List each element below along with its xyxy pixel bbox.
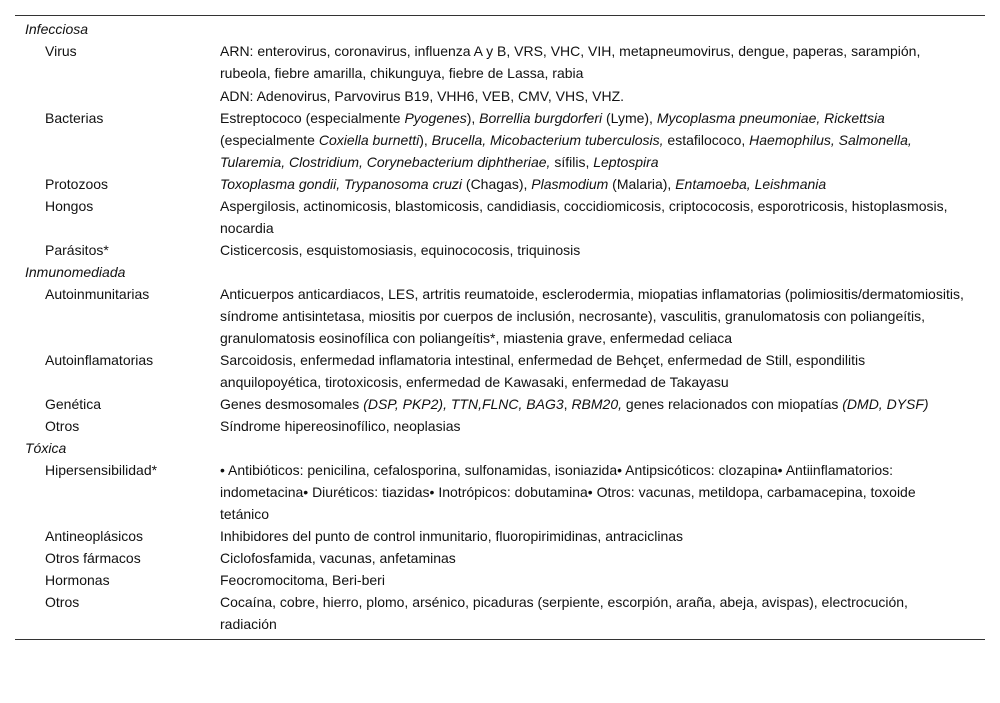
text: • Antibióticos: penicilina, cefalosporina, sulfonamidas, isoniazida• Antipsicóticos: clozapina• Antiinflamatorios: indometacina• Diuréticos: tiazidas• Inotrópicos: dobutamina• Otros: vacunas, metildopa, carbamacepina, toxoide tetánico (220, 462, 916, 522)
content-paragraph (220, 525, 965, 547)
row-content (220, 239, 985, 261)
table-row (15, 239, 985, 261)
text: Estreptococo (especialmente (220, 110, 405, 126)
etiology-table (15, 15, 985, 640)
content-paragraph (220, 393, 965, 415)
italic-text: Entamoeba, Leishmania (675, 176, 827, 192)
content-paragraph (220, 459, 965, 525)
row-label: Protozoos (45, 176, 109, 192)
italic-text: Plasmodium (531, 176, 609, 192)
italic-text: Borrellia burgdorferi (479, 110, 603, 126)
row-content (220, 415, 985, 437)
table-row (15, 195, 985, 239)
text: (especialmente (220, 132, 319, 148)
group-label: Tóxica (25, 440, 67, 456)
text: estafilococo, (663, 132, 750, 148)
row-content (220, 349, 985, 393)
table-row (15, 349, 985, 393)
content-paragraph (220, 85, 965, 107)
content-paragraph (220, 107, 965, 173)
row-label: Otros (45, 594, 80, 610)
table-row (15, 173, 985, 195)
italic-text: Pyogenes (404, 110, 467, 126)
row-label: Hongos (45, 198, 94, 214)
content-paragraph (220, 283, 965, 349)
row-content (220, 283, 985, 349)
text: Síndrome hipereosinofílico, neoplasias (220, 418, 461, 434)
table-row (15, 415, 985, 437)
italic-text: Mycoplasma pneumoniae, Rickettsia (656, 110, 885, 126)
text: Ciclofosfamida, vacunas, anfetaminas (220, 550, 456, 566)
text: Sarcoidosis, enfermedad inflamatoria intestinal, enfermedad de Behçet, enfermedad de Still, espondilitis anquilopoyética, tirotoxicosis, enfermedad de Kawasaki, enfermedad de Takayasu (220, 352, 866, 390)
italic-text: Leptospira (593, 154, 659, 170)
italic-text: Coxiella burnetti (318, 132, 420, 148)
content-paragraph (220, 591, 965, 635)
table-row (15, 569, 985, 591)
table-row (15, 591, 985, 635)
row-label: Parásitos* (45, 242, 109, 258)
row-label: Autoinmunitarias (45, 286, 150, 302)
row-label: Otros (45, 418, 80, 434)
text: , (563, 396, 572, 412)
row-content (220, 525, 985, 547)
table-group-row (15, 437, 985, 459)
text: ), (466, 110, 480, 126)
group-label: Inmunomediada (25, 264, 126, 280)
italic-text: Haemophilus, Salmonella, Tularemia, Clostridium, Corynebacterium diphtheriae, (220, 132, 912, 170)
italic-text: RBM20, (571, 396, 623, 412)
content-paragraph (220, 239, 965, 261)
text: ), (419, 132, 432, 148)
table-row (15, 393, 985, 415)
content-paragraph (220, 40, 965, 84)
content-paragraph (220, 195, 965, 239)
italic-text: (DSP, PKP2), TTN,FLNC, BAG3 (363, 396, 564, 412)
text: Genes desmosomales (220, 396, 364, 412)
text: Cocaína, cobre, hierro, plomo, arsénico, picaduras (serpiente, escorpión, araña, abeja, avispas), electrocución, radiación (220, 594, 908, 632)
text: (Malaria), (608, 176, 676, 192)
row-content (220, 569, 985, 591)
table-row (15, 525, 985, 547)
text: Inhibidores del punto de control inmunitario, fluoropirimidinas, antraciclinas (220, 528, 684, 544)
text: (Chagas), (462, 176, 532, 192)
row-label: Otros fármacos (45, 550, 141, 566)
text: (Lyme), (602, 110, 657, 126)
text: Feocromocitoma, Beri-beri (220, 572, 385, 588)
table-group-row (15, 18, 985, 40)
table-group-row (15, 261, 985, 283)
text: genes relacionados con miopatías (622, 396, 843, 412)
text: Cisticercosis, esquistomosiasis, equinococosis, triquinosis (220, 242, 581, 258)
row-content (220, 547, 985, 569)
table-row (15, 283, 985, 349)
table-row (15, 459, 985, 525)
table-row (15, 547, 985, 569)
row-label: Antineoplásicos (45, 528, 144, 544)
row-label: Hormonas (45, 572, 110, 588)
text: Anticuerpos anticardiacos, LES, artritis reumatoide, esclerodermia, miopatias inflamatorias (polimiositis/dermatomiositis, síndrome antisintetasa, miositis por cuerpos de inclusión, necrosante), vasculitis, granulomatosis con poliangeítis, granulomatosis eosinofílica con poliangeítis*, miastenia grave, enfermedad celiaca (220, 286, 964, 346)
row-content (220, 459, 985, 525)
text: sífilis, (550, 154, 594, 170)
group-label: Infecciosa (25, 21, 89, 37)
content-paragraph (220, 349, 965, 393)
row-content (220, 393, 985, 415)
content-paragraph (220, 173, 965, 195)
row-label: Genética (45, 396, 102, 412)
row-label: Virus (45, 43, 77, 59)
row-label: Hipersensibilidad* (45, 462, 158, 478)
table-row (15, 40, 985, 107)
text: ADN: Adenovirus, Parvovirus B19, VHH6, VEB, CMV, VHS, VHZ. (220, 88, 625, 104)
italic-text: Toxoplasma gondii, Trypanosoma cruzi (220, 176, 463, 192)
row-content (220, 40, 985, 107)
row-label: Bacterias (45, 110, 104, 126)
text: ARN: enterovirus, coronavirus, influenza A y B, VRS, VHC, VIH, metapneumovirus, dengue, paperas, sarampión, rubeola, fiebre amarilla, chikunguya, fiebre de Lassa, rabia (220, 43, 921, 81)
row-content (220, 173, 985, 195)
content-paragraph (220, 547, 965, 569)
italic-text: Brucella, Micobacterium tuberculosis, (431, 132, 664, 148)
row-label: Autoinflamatorias (45, 352, 154, 368)
row-content (220, 107, 985, 173)
row-content (220, 195, 985, 239)
content-paragraph (220, 415, 965, 437)
content-paragraph (220, 569, 965, 591)
row-content (220, 591, 985, 635)
text: Aspergilosis, actinomicosis, blastomicosis, candidiasis, coccidiomicosis, criptococosis, esporotricosis, histoplasmosis, nocardia (220, 198, 948, 236)
italic-text: (DMD, DYSF) (842, 396, 929, 412)
table-row (15, 107, 985, 173)
